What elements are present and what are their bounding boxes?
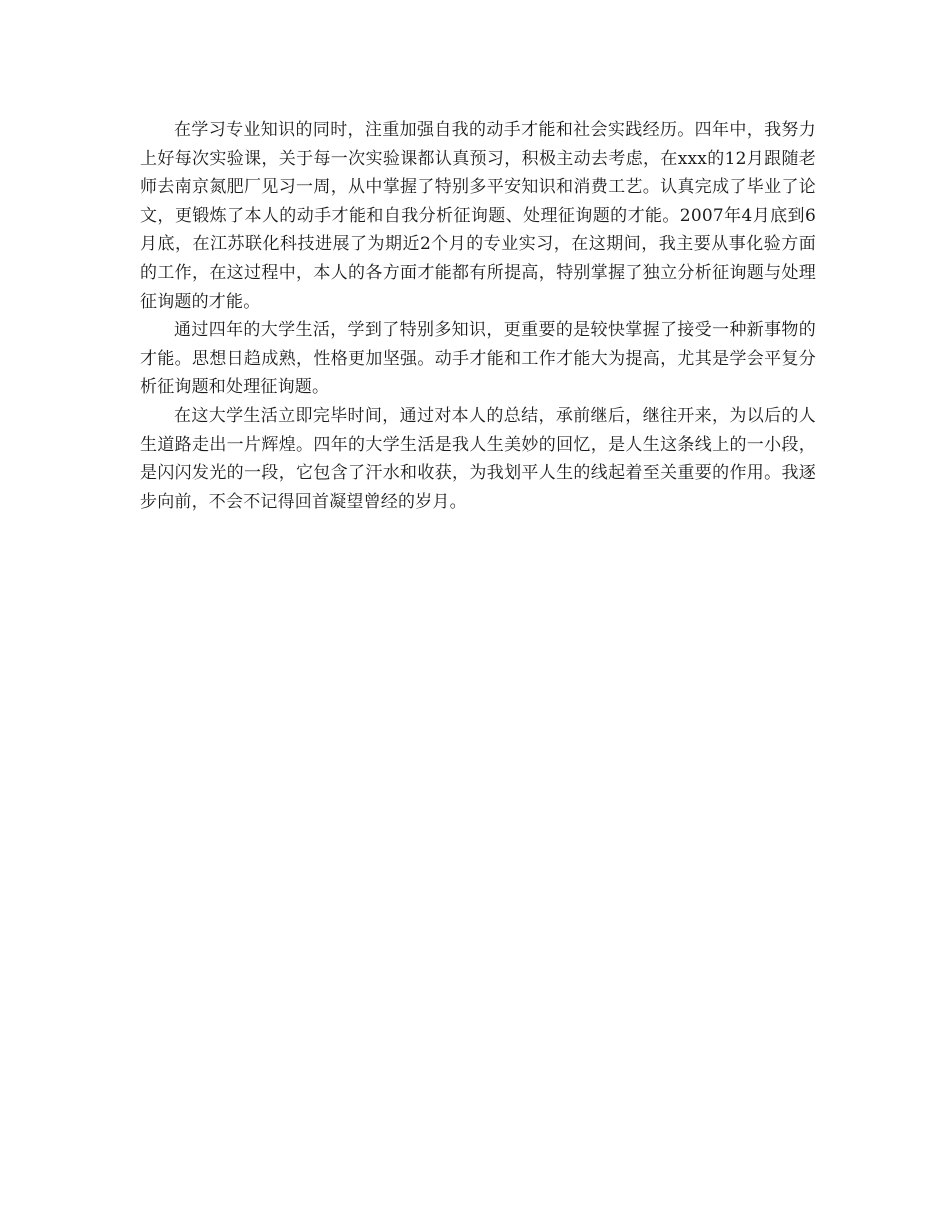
- paragraph: 通过四年的大学生活，学到了特别多知识，更重要的是较快掌握了接受一种新事物的才能。思想日趋成熟，性格更加坚强。动手才能和工作才能大为提高，尤其是学会平复分析征询题和处理征询题。: [140, 320, 816, 398]
- paragraph: 在学习专业知识的同时，注重加强自我的动手才能和社会实践经历。四年中，我努力上好每次实验课，关于每一次实验课都认真预习，积极主动去考虑，在xxx的12月跟随老师去南京氮肥厂见习一周，从中掌握了特别多平安知识和消费工艺。认真完成了毕业了论文，更锻炼了本人的动手才能和自我分析征询题、处理征询题的才能。2007年4月底到6月底，在江苏联化科技进展了为期近2个月的专业实习，在这期间，我主要从事化验方面的工作，在这过程中，本人的各方面才能都有所提高，特别掌握了独立分析征询题与处理征询题的才能。: [140, 120, 816, 312]
- paragraph: 在这大学生活立即完毕时间，通过对本人的总结，承前继后，继往开来，为以后的人生道路走出一片辉煌。四年的大学生活是我人生美妙的回忆，是人生这条线上的一小段，是闪闪发光的一段，它包含了汗水和收获，为我划平人生的线起着至关重要的作用。我逐步向前，不会不记得回首凝望曾经的岁月。: [140, 405, 816, 512]
- document-body: [140, 116, 816, 516]
